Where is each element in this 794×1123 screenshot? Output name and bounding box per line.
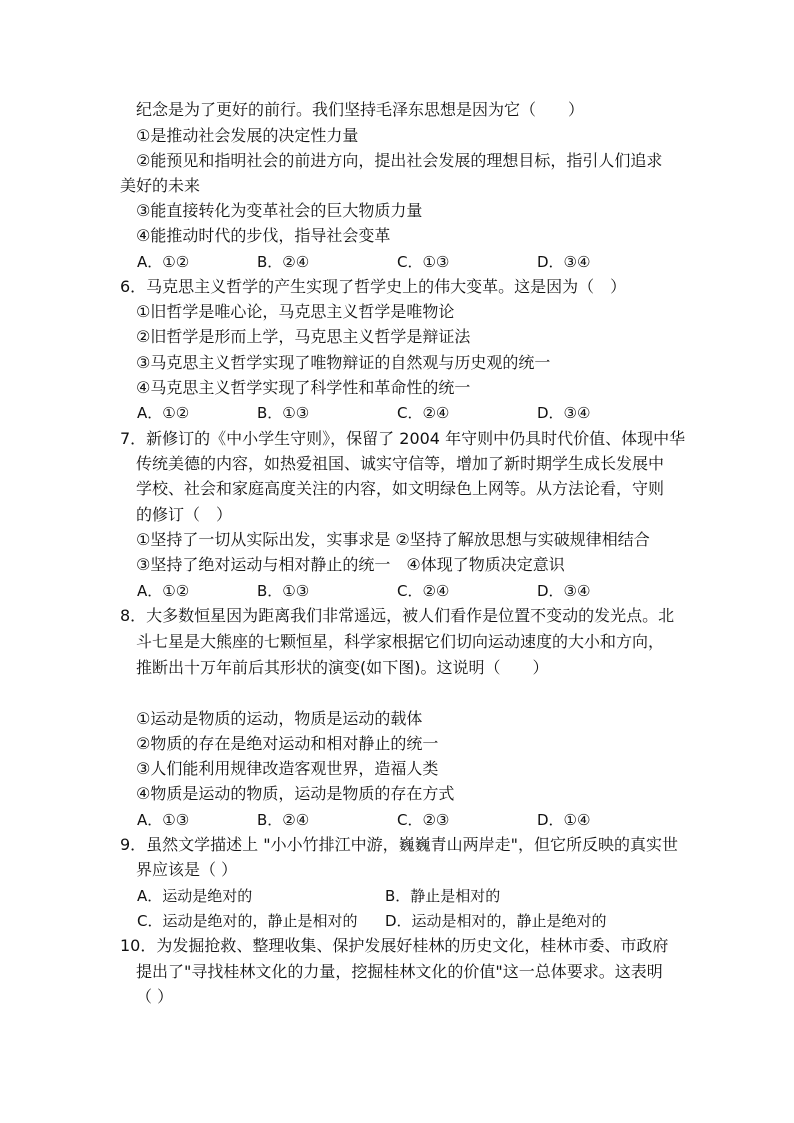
- q5-item-2-cont: 美好的未来: [120, 176, 201, 195]
- q8-option-c: C．②③: [397, 811, 450, 829]
- q8-stem-line-3: 推断出十万年前后其形状的演变(如下图)。这说明（ ）: [136, 658, 549, 677]
- q9-stem-line-2: 界应该是（ ）: [136, 860, 238, 879]
- q8-stem-line-2: 斗七星是大熊座的七颗恒星，科学家根据它们切向运动速度的大小和方向，: [136, 632, 665, 651]
- q8-option-d: D．①④: [537, 811, 591, 829]
- q10-stem-line-3: （ ）: [136, 987, 174, 1006]
- q6-item-4: ④马克思主义哲学实现了科学性和革命性的统一: [136, 378, 471, 397]
- q9-option-a: A．运动是绝对的: [137, 887, 253, 905]
- q6-item-3: ③马克思主义哲学实现了唯物辩证的自然观与历史观的统一: [136, 353, 551, 372]
- q7-stem-line-3: 学校、社会和家庭高度关注的内容，如文明绿色上网等。从方法论看，守则: [136, 479, 665, 498]
- q6-item-2: ②旧哲学是形而上学，马克思主义哲学是辩证法: [136, 327, 471, 346]
- q5-item-2: ②能预见和指明社会的前进方向，提出社会发展的理想目标，指引人们追求: [136, 151, 663, 170]
- q7-stem-line-4: 的修订（ ）: [136, 505, 233, 524]
- q7-option-b: B．①③: [257, 582, 310, 600]
- q5-option-b: B．②④: [257, 253, 310, 271]
- q5-option-d: D．③④: [537, 253, 591, 271]
- q7-option-a: A．①②: [137, 582, 190, 600]
- q5-item-1: ①是推动社会发展的决定性力量: [136, 126, 359, 145]
- q6-item-1: ①旧哲学是唯心论，马克思主义哲学是唯物论: [136, 302, 455, 321]
- q8-item-4: ④物质是运动的物质，运动是物质的存在方式: [136, 784, 455, 803]
- q5-item-4: ④能推动时代的步伐，指导社会变革: [136, 226, 391, 245]
- q9-option-d: D．运动是相对的，静止是绝对的: [385, 912, 607, 930]
- q9-option-c: C．运动是绝对的，静止是相对的: [137, 912, 358, 930]
- q7-option-d: D．③④: [537, 582, 591, 600]
- q9-stem-line-1: 9．虽然文学描述上 "小小竹排江中游，巍巍青山两岸走"，但它所反映的真实世: [120, 835, 678, 854]
- q7-stem-line-2: 传统美德的内容，如热爱祖国、诚实守信等，增加了新时期学生成长发展中: [136, 454, 665, 473]
- q10-stem-line-2: 提出了"寻找桂林文化的力量，挖掘桂林文化的价值"这一总体要求。这表明: [136, 962, 663, 981]
- q7-option-c: C．②④: [397, 582, 450, 600]
- q6-stem: 6．马克思主义哲学的产生实现了哲学史上的伟大变革。这是因为（ ）: [120, 277, 627, 296]
- q8-option-a: A．①③: [137, 811, 190, 829]
- q6-option-d: D．③④: [537, 404, 591, 422]
- q5-option-a: A．①②: [137, 253, 190, 271]
- q8-item-1: ①运动是物质的运动，物质是运动的载体: [136, 709, 423, 728]
- q5-option-c: C．①③: [397, 253, 450, 271]
- q8-item-3: ③人们能利用规律改造客观世界，造福人类: [136, 759, 439, 778]
- q9-option-b: B．静止是相对的: [385, 887, 501, 905]
- q6-option-c: C．②④: [397, 404, 450, 422]
- q5-stem: 纪念是为了更好的前行。我们坚持毛泽东思想是因为它（ ）: [136, 100, 585, 119]
- q7-item-1-2: ①坚持了一切从实际出发，实事求是 ②坚持了解放思想与实破规律相结合: [136, 530, 650, 549]
- q7-stem-line-1: 7．新修订的《中小学生守则》，保留了 2004 年守则中仍具时代价值、体现中华: [120, 429, 686, 448]
- q8-item-2: ②物质的存在是绝对运动和相对静止的统一: [136, 734, 439, 753]
- q6-option-b: B．①③: [257, 404, 310, 422]
- q5-item-3: ③能直接转化为变革社会的巨大物质力量: [136, 201, 423, 220]
- q8-stem-line-1: 8．大多数恒星因为距离我们非常遥远，被人们看作是位置不变动的发光点。北: [120, 606, 675, 625]
- q7-item-3-4: ③坚持了绝对运动与相对静止的统一 ④体现了物质决定意识: [136, 555, 565, 574]
- q8-option-b: B．②④: [257, 811, 310, 829]
- q6-option-a: A．①②: [137, 404, 190, 422]
- q10-stem-line-1: 10．为发掘抢救、整理收集、保护发展好桂林的历史文化，桂林市委、市政府: [120, 936, 669, 955]
